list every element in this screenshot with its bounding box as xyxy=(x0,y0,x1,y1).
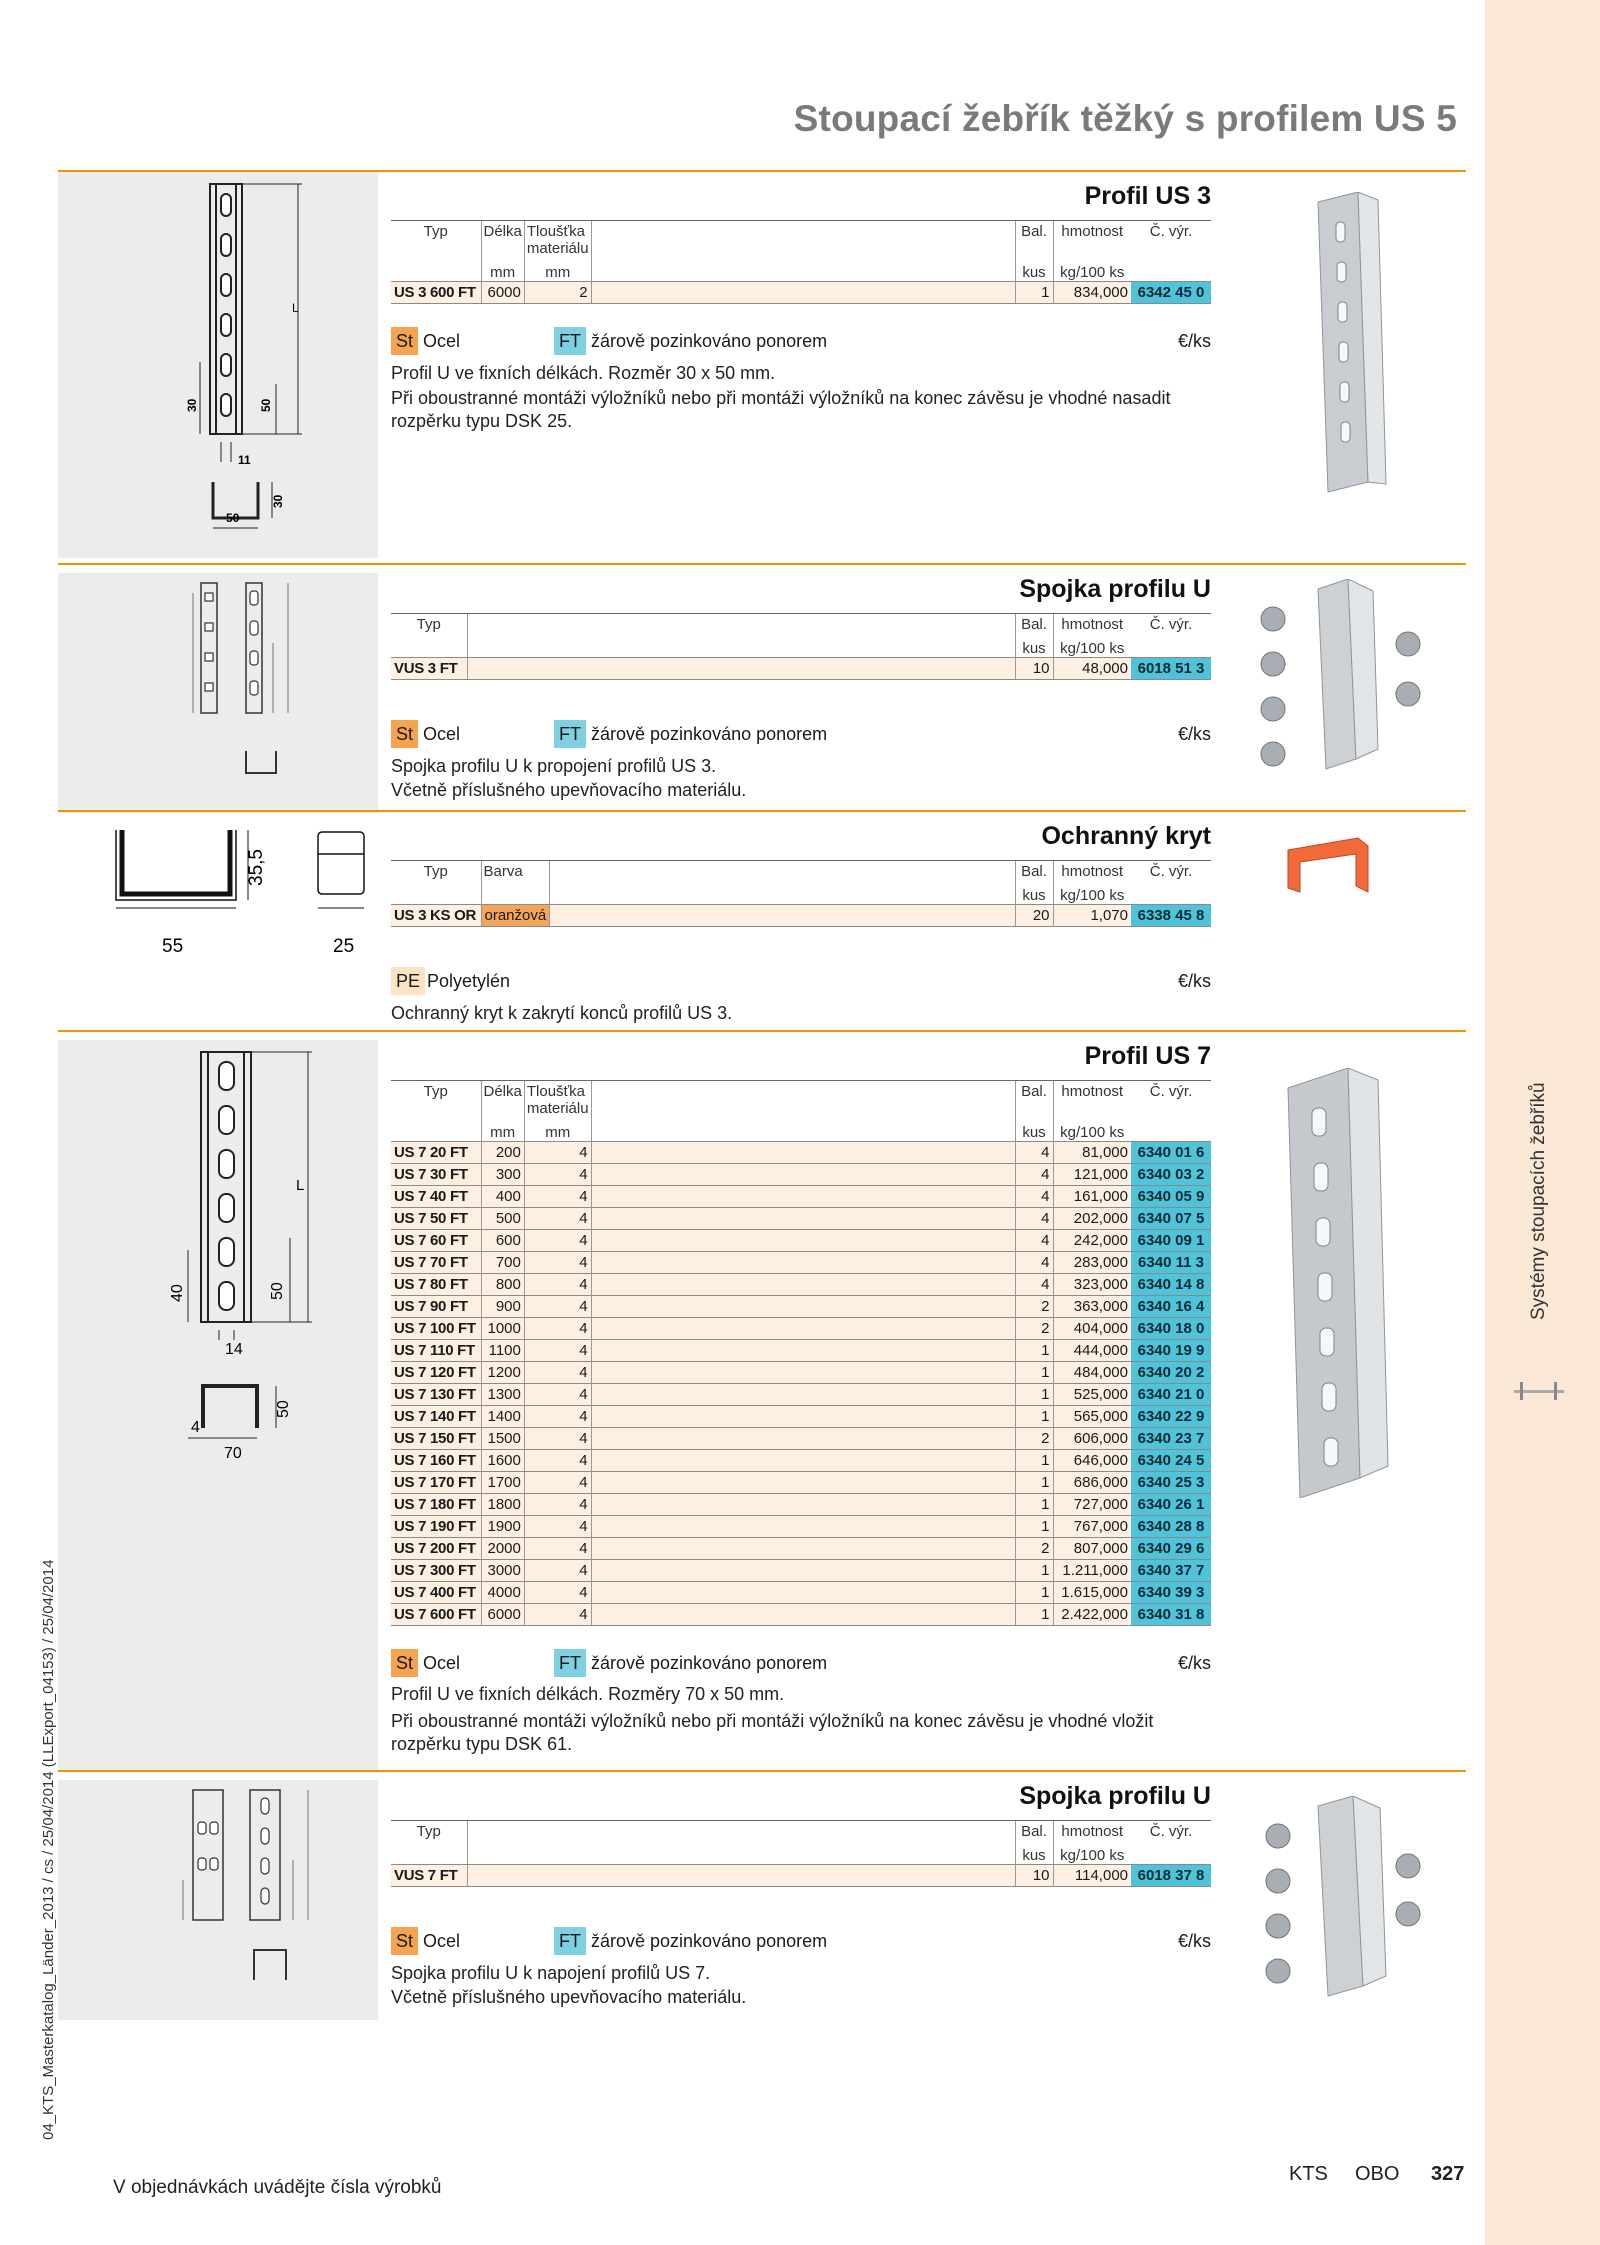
table-row: US 7 180 FT 1800 4 1 727,000 6340 26 1 xyxy=(391,1493,1211,1515)
connector-photo-icon xyxy=(1248,1796,1448,2006)
dim-l: L xyxy=(292,301,299,315)
finish-name: žárově pozinkováno ponorem xyxy=(591,724,828,744)
col-typ: Typ xyxy=(391,614,467,634)
col-spacer xyxy=(591,221,1015,258)
table-row: US 7 50 FT 500 4 4 202,000 6340 07 5 xyxy=(391,1207,1211,1229)
table-row: US 7 70 FT 700 4 4 283,000 6340 11 3 xyxy=(391,1251,1211,1273)
table-row: US 7 80 FT 800 4 4 323,000 6340 14 8 xyxy=(391,1273,1211,1295)
finish-name: žárově pozinkováno ponorem xyxy=(591,1931,828,1951)
description: Při oboustranné montáži výložníků nebo při montáži výložníků na konec závěsu je vhodné nasadit rozpěrku typu DSK 25. xyxy=(391,388,1171,431)
technical-drawing-us7 xyxy=(58,1040,378,1770)
table-row: US 7 20 FT 200 4 4 81,000 6340 01 6 xyxy=(391,1141,1211,1163)
section-title: Spojka profilu U xyxy=(1019,575,1211,603)
table-row: US 7 400 FT 4000 4 1 1.615,000 6340 39 3 xyxy=(391,1581,1211,1603)
col-cvyr: Č. výr. xyxy=(1131,861,1211,881)
cover-photo-icon xyxy=(1248,830,1448,910)
finish-name: žárově pozinkováno ponorem xyxy=(591,1653,828,1673)
col-typ: Typ xyxy=(391,221,481,258)
material-badge-st: St xyxy=(391,1927,418,1955)
page-number: 327 xyxy=(1431,2163,1465,2185)
material-badge-pe: PE xyxy=(391,967,425,995)
description: Ochranný kryt k zakrytí konců profilů US 3. xyxy=(391,1003,733,1023)
col-hmotnost: hmotnost xyxy=(1053,861,1131,881)
material-row xyxy=(391,1927,1211,1955)
price-unit: €/ks xyxy=(1177,971,1211,991)
table-row: US 7 140 FT 1400 4 1 565,000 6340 22 9 xyxy=(391,1405,1211,1427)
material-row xyxy=(391,327,1211,355)
catalog-meta: 04_KTS_Masterkatalog_Länder_2013 / cs / 25/04/2014 (LLExport_04153) / 25/04/2014 xyxy=(40,1559,57,2140)
finish-name: žárově pozinkováno ponorem xyxy=(591,331,828,351)
drawing-kryt xyxy=(58,820,378,960)
price-unit: €/ks xyxy=(1177,331,1211,351)
table-row: US 7 150 FT 1500 4 2 606,000 6340 23 7 xyxy=(391,1427,1211,1449)
col-cvyr: Č. výr. xyxy=(1131,1081,1211,1118)
col-bal: Bal. xyxy=(1015,221,1053,258)
description: Spojka profilu U k napojení profilů US 7. xyxy=(391,1963,711,1983)
side-label: Systémy stoupacích žebříků xyxy=(1528,1082,1549,1320)
footer-brand-obo: OBO xyxy=(1355,2163,1400,2185)
col-hmotnost: hmotnost xyxy=(1053,614,1131,634)
description: Spojka profilu U k propojení profilů US 3. xyxy=(391,756,717,776)
material-name: Ocel xyxy=(423,724,461,744)
dim-25: 25 xyxy=(333,936,355,957)
col-bal: Bal. xyxy=(1015,614,1053,634)
material-row xyxy=(391,967,1211,995)
dim-4: 4 xyxy=(191,1419,200,1436)
col-cvyr: Č. výr. xyxy=(1131,221,1211,258)
section-title: Profil US 7 xyxy=(1084,1042,1211,1070)
dim-l: L xyxy=(296,1177,305,1194)
dim-50a: 50 xyxy=(269,1282,286,1300)
section-profil-us3 xyxy=(58,170,1466,563)
table-row: US 7 40 FT 400 4 4 161,000 6340 05 9 xyxy=(391,1185,1211,1207)
table-row: US 7 90 FT 900 4 2 363,000 6340 16 4 xyxy=(391,1295,1211,1317)
table-row: US 7 170 FT 1700 4 1 686,000 6340 25 3 xyxy=(391,1471,1211,1493)
material-badge-st: St xyxy=(391,720,418,748)
col-bal: Bal. xyxy=(1015,861,1053,881)
profile-photo-icon xyxy=(1248,192,1448,502)
section-title: Spojka profilu U xyxy=(1019,1782,1211,1810)
price-unit: €/ks xyxy=(1177,1931,1211,1951)
spec-table-vus3 xyxy=(391,613,1211,680)
description: Profil U ve fixních délkách. Rozměry 70 x 50 mm. xyxy=(391,1684,785,1704)
dim-50b: 50 xyxy=(226,511,240,525)
page-title: Stoupací žebřík těžký s profilem US 5 xyxy=(793,98,1457,139)
col-spacer xyxy=(591,1081,1015,1118)
table-row: US 7 110 FT 1100 4 1 444,000 6340 19 9 xyxy=(391,1339,1211,1361)
unit-kus: kus xyxy=(1015,1117,1053,1141)
col-hmotnost: hmotnost xyxy=(1053,1081,1131,1118)
table-row: US 7 120 FT 1200 4 1 484,000 6340 20 2 xyxy=(391,1361,1211,1383)
unit-kus: kus xyxy=(1015,634,1053,658)
col-delka: Délka xyxy=(481,1081,524,1118)
unit-kg: kg/100 ks xyxy=(1053,1841,1131,1865)
finish-badge-ft: FT xyxy=(554,327,586,355)
table-row: US 7 100 FT 1000 4 2 404,000 6340 18 0 xyxy=(391,1317,1211,1339)
material-name: Ocel xyxy=(423,1653,461,1673)
unit-kus: kus xyxy=(1015,1841,1053,1865)
material-badge-st: St xyxy=(391,327,418,355)
section-spojka-vus3 xyxy=(58,563,1466,810)
material-name: Ocel xyxy=(423,331,461,351)
spec-table-vus7 xyxy=(391,1820,1211,1887)
price-unit: €/ks xyxy=(1177,724,1211,744)
table-row: VUS 3 FT 10 48,000 6018 51 3 xyxy=(391,658,1211,680)
technical-drawing-vus3 xyxy=(58,573,378,813)
col-cvyr: Č. výr. xyxy=(1131,1821,1211,1841)
technical-drawing-vus7 xyxy=(58,1780,378,2020)
unit-mm: mm xyxy=(524,257,591,281)
table-row: US 7 190 FT 1900 4 1 767,000 6340 28 8 xyxy=(391,1515,1211,1537)
profile-photo-icon xyxy=(1248,1068,1448,1498)
unit-kg: kg/100 ks xyxy=(1053,1117,1131,1141)
table-row: US 3 600 FT 6000 2 1 834,000 6342 45 0 xyxy=(391,281,1211,303)
col-spacer xyxy=(467,614,1015,634)
col-typ: Typ xyxy=(391,1081,481,1118)
footer-brand-kts: KTS xyxy=(1289,2163,1328,2185)
material-name: Ocel xyxy=(423,1931,461,1951)
dim-50b: 50 xyxy=(275,1400,292,1418)
table-row: US 3 KS OR oranžová 20 1,070 6338 45 8 xyxy=(391,905,1211,927)
table-row: US 7 600 FT 6000 4 1 2.422,000 6340 31 8 xyxy=(391,1603,1211,1625)
description: Včetně příslušného upevňovacího materiálu. xyxy=(391,780,747,800)
col-hmotnost: hmotnost xyxy=(1053,221,1131,258)
col-bal: Bal. xyxy=(1015,1821,1053,1841)
section-title: Ochranný kryt xyxy=(1041,822,1211,850)
drawing-vus3 xyxy=(58,573,378,813)
dim-70: 70 xyxy=(224,1445,242,1462)
unit-mm: mm xyxy=(481,1117,524,1141)
section-spojka-vus7 xyxy=(58,1770,1466,2020)
drawing-us3 xyxy=(58,172,378,558)
spec-table-kryt xyxy=(391,860,1211,927)
table-row: US 7 160 FT 1600 4 1 646,000 6340 24 5 xyxy=(391,1449,1211,1471)
description: Při oboustranné montáži výložníků nebo při montáži výložníků na konec závěsu je vhodné vložit rozpěrku typu DSK 61. xyxy=(391,1711,1154,1754)
table-row: US 7 130 FT 1300 4 1 525,000 6340 21 0 xyxy=(391,1383,1211,1405)
table-row: US 7 200 FT 2000 4 2 807,000 6340 29 6 xyxy=(391,1537,1211,1559)
table-row: US 7 60 FT 600 4 4 242,000 6340 09 1 xyxy=(391,1229,1211,1251)
section-ochranny-kryt xyxy=(58,810,1466,1030)
dim-30a: 30 xyxy=(185,398,199,412)
unit-kg: kg/100 ks xyxy=(1053,634,1131,658)
material-name: Polyetylén xyxy=(427,971,511,991)
dim-35-5: 35,5 xyxy=(246,849,267,886)
col-tloustka: Tloušťka materiálu xyxy=(524,221,591,258)
price-unit: €/ks xyxy=(1177,1653,1211,1673)
finish-badge-ft: FT xyxy=(554,1927,586,1955)
unit-kg: kg/100 ks xyxy=(1053,881,1131,905)
unit-kus: kus xyxy=(1015,257,1053,281)
technical-drawing-us3 xyxy=(58,172,378,558)
dim-55: 55 xyxy=(162,936,184,957)
section-profil-us7 xyxy=(58,1030,1466,1770)
spec-table-us7 xyxy=(391,1080,1211,1626)
finish-badge-ft: FT xyxy=(554,720,586,748)
col-spacer xyxy=(550,861,1015,881)
col-typ: Typ xyxy=(391,861,481,881)
material-badge-st: St xyxy=(391,1649,418,1677)
dim-30b: 30 xyxy=(271,494,285,508)
col-typ: Typ xyxy=(391,1821,467,1841)
drawing-us7 xyxy=(58,1040,378,1770)
col-tloustka: Tloušťka materiálu xyxy=(524,1081,591,1118)
material-row xyxy=(391,1649,1211,1677)
col-bal: Bal. xyxy=(1015,1081,1053,1118)
dim-14: 14 xyxy=(225,1341,243,1358)
unit-mm: mm xyxy=(524,1117,591,1141)
table-row: VUS 7 FT 10 114,000 6018 37 8 xyxy=(391,1865,1211,1887)
material-row xyxy=(391,720,1211,748)
ladder-mini-icon xyxy=(1512,1380,1566,1402)
dim-11: 11 xyxy=(238,453,251,467)
table-row: US 7 300 FT 3000 4 1 1.211,000 6340 37 7 xyxy=(391,1559,1211,1581)
dim-40: 40 xyxy=(169,1284,186,1302)
col-spacer xyxy=(467,1821,1015,1841)
col-barva: Barva xyxy=(481,861,550,881)
spec-table-us3 xyxy=(391,220,1211,304)
col-hmotnost: hmotnost xyxy=(1053,1821,1131,1841)
description: Včetně příslušného upevňovacího materiálu. xyxy=(391,1987,747,2007)
drawing-vus7 xyxy=(58,1780,378,2020)
technical-drawing-kryt xyxy=(58,820,378,960)
unit-kus: kus xyxy=(1015,881,1053,905)
finish-badge-ft: FT xyxy=(554,1649,586,1677)
col-cvyr: Č. výr. xyxy=(1131,614,1211,634)
unit-kg: kg/100 ks xyxy=(1053,257,1131,281)
col-delka: Délka xyxy=(481,221,524,258)
unit-mm: mm xyxy=(481,257,524,281)
footer-note: V objednávkách uvádějte čísla výrobků xyxy=(113,2177,442,2198)
dim-50a: 50 xyxy=(259,398,273,412)
connector-photo-icon xyxy=(1248,579,1448,779)
us7-table-body xyxy=(391,1141,1211,1625)
section-title: Profil US 3 xyxy=(1084,182,1211,210)
table-row: US 7 30 FT 300 4 4 121,000 6340 03 2 xyxy=(391,1163,1211,1185)
description: Profil U ve fixních délkách. Rozměr 30 x 50 mm. xyxy=(391,363,776,383)
